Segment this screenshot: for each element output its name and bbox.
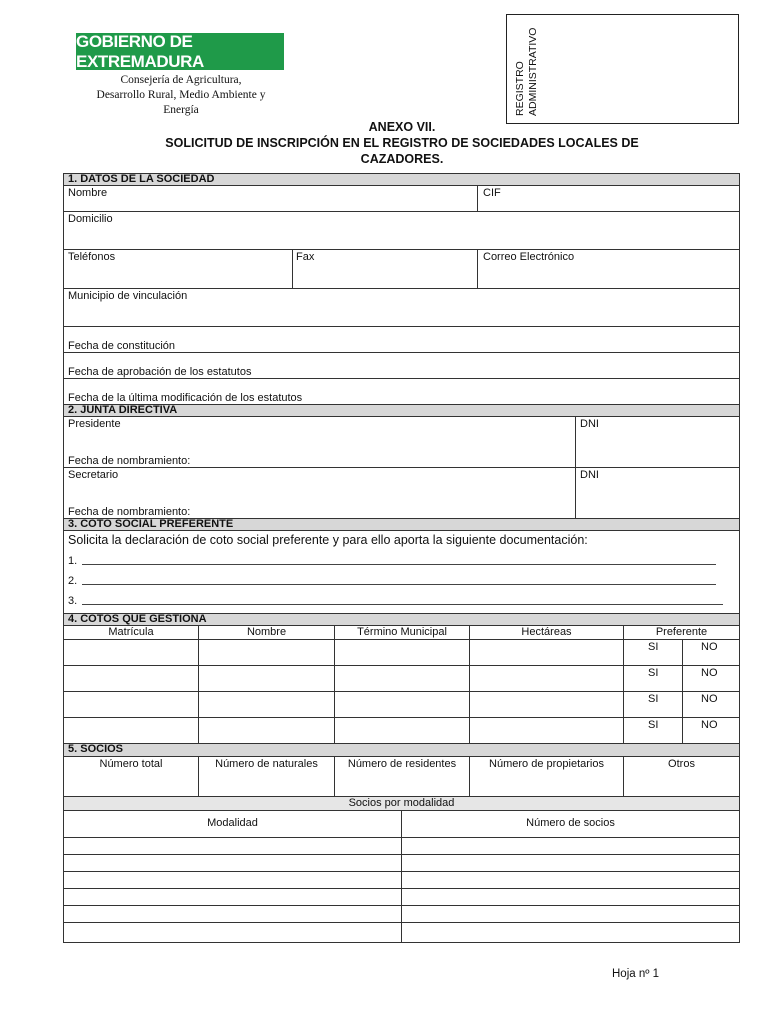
coto-row-1-no[interactable]: NO (682, 639, 740, 666)
socios-numero-naturales[interactable]: Número de naturales (198, 756, 335, 797)
logo-title: GOBIERNO DE EXTREMADURA (76, 33, 284, 70)
section-2-header: 2. JUNTA DIRECTIVA (63, 404, 740, 417)
cif-label: CIF (483, 187, 501, 199)
presidente-fecha-label: Fecha de nombramiento: (68, 455, 191, 467)
application-form (63, 173, 740, 943)
coto-row-2-termino[interactable] (334, 665, 470, 692)
section-5-header: 5. SOCIOS (63, 743, 740, 757)
registro-label (514, 28, 540, 116)
coto-row-4-matricula[interactable] (63, 717, 199, 744)
coto-row-4-no[interactable]: NO (682, 717, 740, 744)
col-termino-municipal: Término Municipal (334, 625, 470, 640)
section-1-header: 1. DATOS DE LA SOCIEDAD (63, 173, 740, 186)
coto-row-4-hectareas[interactable] (469, 717, 624, 744)
col-preferente: Preferente (623, 625, 740, 640)
coto-row-2-matricula[interactable] (63, 665, 199, 692)
doc-item-3-label: 3. (68, 595, 78, 607)
fecha-modificacion-label: Fecha de la última modificación de los estatutos (68, 392, 303, 404)
doc-item-1-label: 1. (68, 555, 78, 567)
domicilio-label: Domicilio (68, 213, 113, 225)
coto-row-2-nombre[interactable] (198, 665, 335, 692)
coto-row-3-no[interactable]: NO (682, 691, 740, 718)
numero-socios-row-5[interactable] (401, 905, 740, 923)
socios-otros[interactable]: Otros (623, 756, 740, 797)
socios-numero-propietarios[interactable]: Número de propietarios (469, 756, 624, 797)
page-number: Hoja nº 1 (612, 968, 660, 980)
socios-modalidad-header: Socios por modalidad (63, 796, 740, 811)
coto-row-3-nombre[interactable] (198, 691, 335, 718)
col-matricula: Matrícula (63, 625, 199, 640)
numero-socios-row-4[interactable] (401, 888, 740, 906)
col-numero-socios: Número de socios (401, 810, 740, 838)
fax-label: Fax (296, 251, 315, 263)
coto-row-1-nombre[interactable] (198, 639, 335, 666)
fax-field[interactable] (292, 249, 478, 289)
doc-item-2-line[interactable] (82, 574, 716, 585)
doc-item-3-line[interactable] (82, 594, 723, 605)
doc-item-1-line[interactable] (82, 554, 716, 565)
numero-socios-row-1[interactable] (401, 837, 740, 855)
coto-row-2-no[interactable]: NO (682, 665, 740, 692)
modalidad-row-1[interactable] (63, 837, 402, 855)
coto-row-1-si[interactable]: SI (623, 639, 683, 666)
coto-row-2-hectareas[interactable] (469, 665, 624, 692)
coto-row-4-si[interactable]: SI (623, 717, 683, 744)
document-title-line-3: CAZADORES. (360, 152, 444, 166)
logo-line-1: Consejería de Agricultura, (120, 74, 242, 86)
coto-row-3-hectareas[interactable] (469, 691, 624, 718)
modalidad-row-5[interactable] (63, 905, 402, 923)
coto-row-1-matricula[interactable] (63, 639, 199, 666)
numero-socios-row-6[interactable] (401, 922, 740, 943)
modalidad-row-6[interactable] (63, 922, 402, 943)
secretario-label: Secretario (68, 469, 119, 481)
coto-row-3-si[interactable]: SI (623, 691, 683, 718)
socios-numero-residentes[interactable]: Número de residentes (334, 756, 470, 797)
modalidad-row-2[interactable] (63, 854, 402, 872)
doc-item-2-label: 2. (68, 575, 78, 587)
coto-row-1-hectareas[interactable] (469, 639, 624, 666)
nombre-label: Nombre (68, 187, 108, 199)
fecha-constitucion-label: Fecha de constitución (68, 340, 176, 352)
coto-row-2-si[interactable]: SI (623, 665, 683, 692)
registro-line-1: REGISTRO (514, 61, 526, 116)
correo-label: Correo Electrónico (483, 251, 575, 263)
socios-numero-total[interactable]: Número total (63, 756, 199, 797)
col-hectareas: Hectáreas (469, 625, 624, 640)
section-3-header: 3. COTO SOCIAL PREFERENTE (63, 518, 740, 531)
col-modalidad: Modalidad (63, 810, 402, 838)
annex-title: ANEXO VII. (368, 120, 436, 134)
secretario-dni-field[interactable] (575, 467, 740, 519)
secretario-fecha-label: Fecha de nombramiento: (68, 506, 191, 518)
document-title-line-2: SOLICITUD DE INSCRIPCIÓN EN EL REGISTRO DE SOCIEDADES LOCALES DE (165, 136, 639, 150)
presidente-dni-field[interactable] (575, 416, 740, 468)
fecha-aprobacion-label: Fecha de aprobación de los estatutos (68, 366, 252, 378)
modalidad-row-4[interactable] (63, 888, 402, 906)
coto-social-intro: Solicita la declaración de coto social preferente y para ello aporta la siguiente documentación: (68, 533, 588, 547)
municipio-label: Municipio de vinculación (68, 290, 188, 302)
coto-row-1-termino[interactable] (334, 639, 470, 666)
numero-socios-row-3[interactable] (401, 871, 740, 889)
secretario-dni-label: DNI (580, 469, 599, 481)
telefonos-label: Teléfonos (68, 251, 116, 263)
registro-line-2: ADMINISTRATIVO (527, 27, 539, 116)
section-4-header: 4. COTOS QUE GESTIONA (63, 613, 740, 626)
coto-row-4-nombre[interactable] (198, 717, 335, 744)
col-nombre: Nombre (198, 625, 335, 640)
logo-line-2: Desarrollo Rural, Medio Ambiente y Energía (96, 89, 266, 116)
coto-row-4-termino[interactable] (334, 717, 470, 744)
presidente-dni-label: DNI (580, 418, 599, 430)
modalidad-row-3[interactable] (63, 871, 402, 889)
coto-row-3-matricula[interactable] (63, 691, 199, 718)
logo-subtitle (86, 73, 276, 118)
cif-field[interactable] (477, 185, 740, 212)
nombre-field[interactable] (63, 185, 478, 212)
coto-row-3-termino[interactable] (334, 691, 470, 718)
registro-box (506, 14, 739, 124)
numero-socios-row-2[interactable] (401, 854, 740, 872)
domicilio-field[interactable] (63, 211, 740, 250)
presidente-label: Presidente (68, 418, 121, 430)
